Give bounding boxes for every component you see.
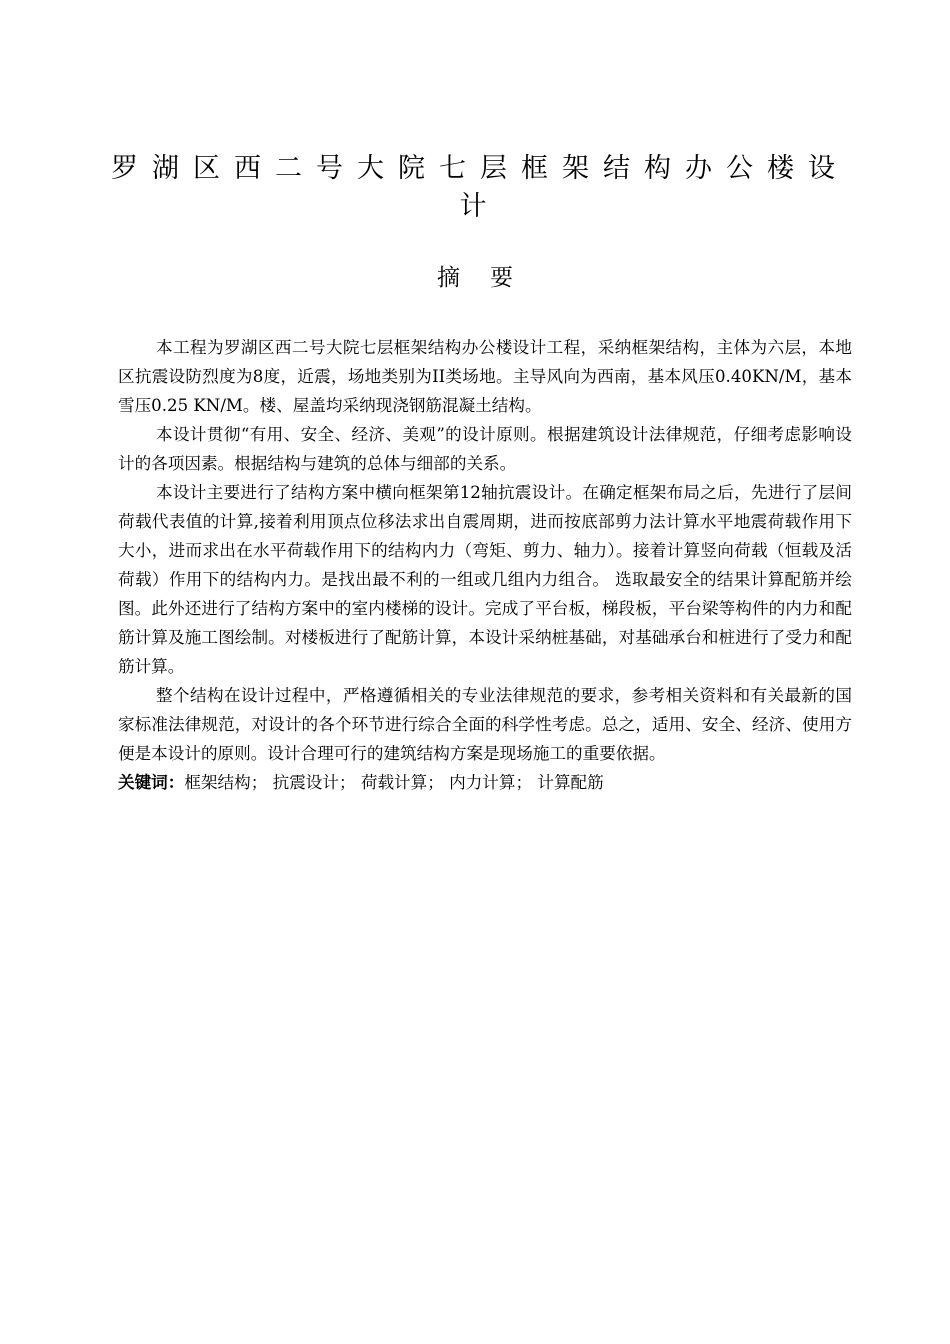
- abstract-paragraph-3: 本设计主要进行了结构方案中横向框架第12轴抗震设计。在确定框架布局之后，先进行了层间荷载代表值的计算,接着利用顶点位移法求出自震周期，进而按底部剪力法计算水平地震荷载作用下大小，进而求出在水平荷载作用下的结构内力（弯矩、剪力、轴力）。接着计算竖向荷载（恒载及活荷载）作用下的结构内力。是找出最不利的一组或几组内力组合。 选取最安全的结果计算配筋并绘图。此外还进行了结构方案中的室内楼梯的设计。完成了平台板，梯段板，平台梁等构件的内力和配筋计算及施工图绘制。对楼板进行了配筋计算，本设计采纳桩基础，对基础承台和桩进行了受力和配筋计算。: [118, 483, 852, 676]
- keywords-label: 关键词：: [118, 773, 185, 792]
- abstract-heading: 摘要: [437, 265, 543, 291]
- document-title: 罗湖区西二号大院七层框架结构办公楼设计: [111, 153, 849, 222]
- keywords-list: 框架结构； 抗震设计； 荷载计算； 内力计算； 计算配筋: [184, 773, 604, 792]
- abstract-paragraph-2: 本设计贯彻“有用、安全、经济、美观”的设计原则。根据建筑设计法律规范，仔细考虑影响设计的各项因素。根据结构与建筑的总体与细部的关系。: [118, 425, 852, 473]
- abstract-paragraph-4: 整个结构在设计过程中，严格遵循相关的专业法律规范的要求，参考相关资料和有关最新的国家标准法律规范，对设计的各个环节进行综合全面的科学性考虑。总之，适用、安全、经济、使用方便是本设计的原则。设计合理可行的建筑结构方案是现场施工的重要依据。: [118, 686, 852, 763]
- abstract-paragraph-1: 本工程为罗湖区西二号大院七层框架结构办公楼设计工程，采纳框架结构，主体为六层，本地区抗震设防烈度为8度，近震，场地类别为II类场地。主导风向为西南，基本风压0.40KN/M，基本雪压0.25 KN/M。楼、屋盖均采纳现浇钢筋混凝土结构。: [118, 338, 852, 415]
- keywords-line: [118, 768, 852, 797]
- abstract-body: [118, 333, 852, 797]
